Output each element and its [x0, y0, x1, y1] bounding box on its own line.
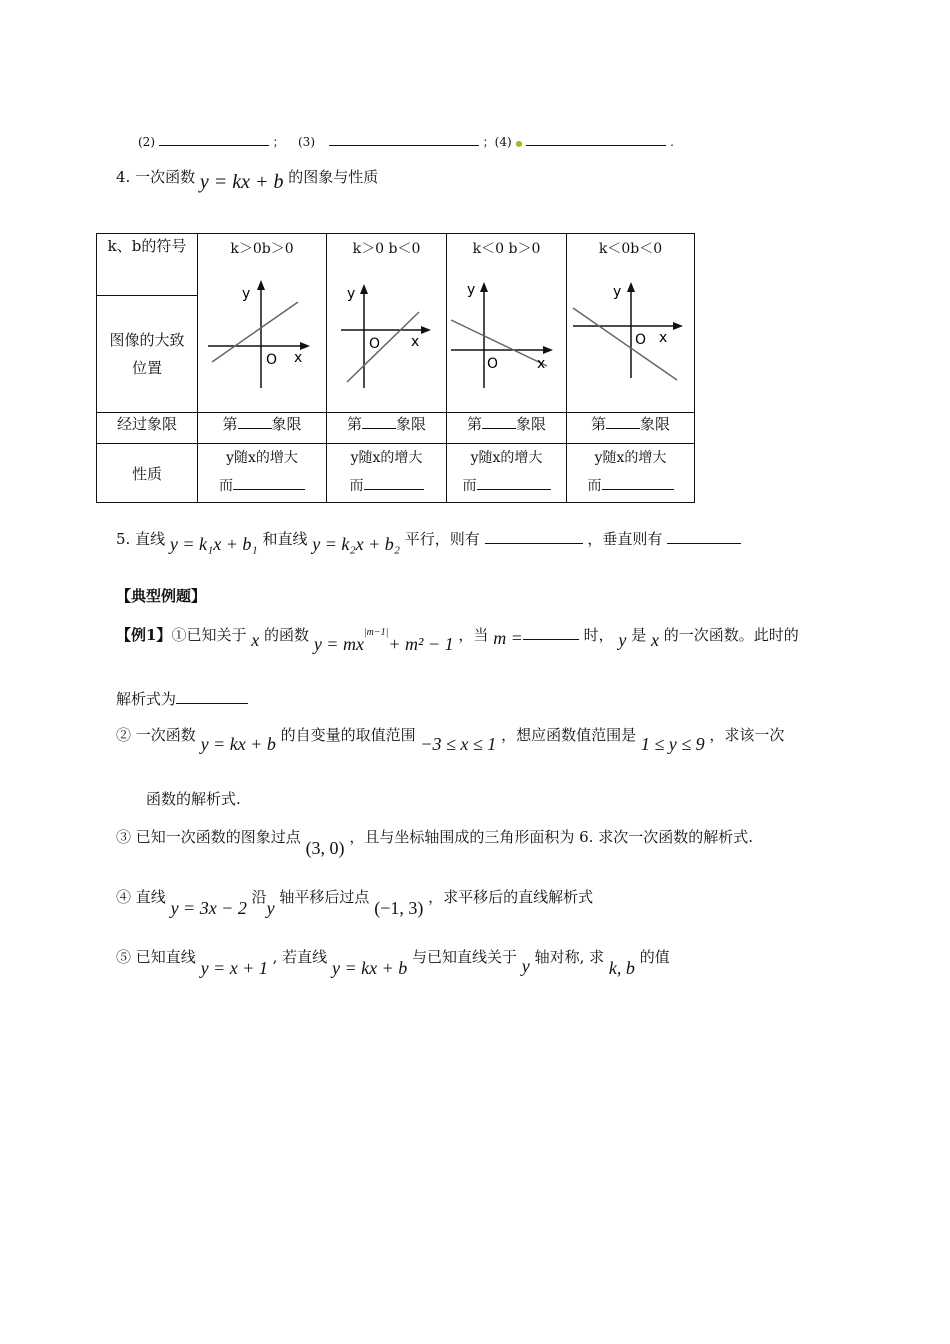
quadrant-blank-4[interactable] — [606, 414, 640, 429]
ex5-text-a: ⑤ 已知直线 — [116, 948, 196, 966]
parallel-blank[interactable] — [485, 529, 583, 544]
axis-x-1: x — [294, 350, 303, 366]
property-cell-1: y随x的增大 而 — [198, 444, 327, 503]
ex1-text-g: 解析式为 — [116, 690, 177, 708]
section5 — [116, 528, 741, 554]
expression-blank[interactable] — [176, 689, 248, 704]
ex5-formula-1: y = x + 1 — [200, 958, 268, 978]
ex1-var-y: y — [618, 630, 627, 650]
quadrant-cell-2: 第 象限 — [327, 413, 447, 444]
graph-4 — [567, 258, 694, 408]
section5-prefix: 5. 直线 — [116, 530, 166, 548]
ex1-tag: 【例1】 — [116, 626, 172, 644]
axis-y-4: y — [613, 284, 622, 300]
property-blank-1[interactable] — [233, 475, 305, 490]
section4-formula: y = kx + b — [199, 171, 284, 193]
section4-suffix: 的图象与性质 — [288, 168, 379, 186]
property-blank-3[interactable] — [477, 475, 551, 490]
ex1-text-b: 的函数 — [264, 626, 310, 644]
quadrant-cell-4: 第 象限 — [567, 413, 695, 444]
ex4-text-b: 沿 — [251, 888, 267, 906]
ex3-point: (3, 0) — [305, 838, 345, 858]
ex5-formula-2: y = kx + b — [331, 958, 408, 978]
m-blank[interactable] — [523, 625, 579, 640]
ex1-text-d: 时， — [583, 626, 614, 644]
ex1-m-eq: m = — [493, 628, 523, 648]
row-label-sign: k、b的符号 — [97, 234, 198, 296]
axis-o-4: O — [635, 332, 647, 348]
ex4-text-d: ，求平移后的直线解析式 — [428, 888, 594, 906]
graph-cell-2 — [327, 234, 447, 413]
ex3-text-b: ，且与坐标轴围成的三角形面积为 6. 求次一次函数的解析式. — [349, 828, 753, 846]
property-blank-2[interactable] — [364, 475, 424, 490]
axis-x-2: x — [411, 334, 420, 350]
ex1-var-x: x — [251, 630, 260, 650]
quadrant-blank-1[interactable] — [238, 414, 272, 429]
ex3-text-a: ③ 已知一次函数的图象过点 — [116, 828, 301, 846]
dot-mark: ● — [515, 139, 523, 148]
axis-o-2: O — [369, 336, 381, 352]
sign-row — [97, 234, 695, 296]
example-2-line2: 函数的解析式. — [146, 790, 241, 808]
section5-mid: 和直线 — [262, 530, 308, 548]
quadrant-blank-3[interactable] — [482, 414, 516, 429]
item4-label: ；(4) — [482, 135, 512, 149]
graph-1 — [198, 258, 326, 408]
ex4-point: (−1, 3) — [374, 898, 424, 918]
ex4-text-c: 轴平移后过点 — [279, 888, 370, 906]
section5-perpendicular: ，垂直则有 — [587, 530, 663, 548]
blank-3[interactable] — [329, 131, 479, 146]
blank-4[interactable] — [526, 131, 666, 146]
ex5-text-c: 与已知直线关于 — [412, 948, 518, 966]
ex2-text-c: ，想应函数值范围是 — [501, 726, 637, 744]
graph-cell-1 — [198, 234, 327, 413]
property-cell-3: y随x的增大 而 — [447, 444, 567, 503]
example-2 — [116, 724, 785, 754]
axis-o-1: O — [266, 352, 278, 368]
axis-y-3: y — [467, 282, 476, 298]
item3-label: (3) — [298, 135, 315, 149]
line-item-3 — [298, 131, 674, 150]
example-1 — [116, 624, 799, 654]
ex5-text-b: , 若直线 — [272, 948, 328, 966]
ex5-var-y: y — [521, 956, 530, 976]
ex5-kb: k, b — [608, 958, 635, 978]
item2-label: (2) — [138, 135, 155, 149]
ex1-formula: $y = mx^{|m-1|}+ m^2 - 1$ — [313, 627, 454, 654]
axis-y-1: y — [242, 286, 251, 302]
property-row — [97, 444, 695, 503]
sign-4: k＜0b＜0 — [598, 241, 663, 257]
properties-table — [96, 233, 695, 503]
ex1-text-a: ①已知关于 — [171, 626, 247, 644]
ex1-text-f: 的一次函数。此时的 — [663, 626, 799, 644]
examples-heading: 【典型例题】 — [116, 587, 207, 605]
period: . — [670, 135, 674, 149]
graph-3 — [447, 258, 566, 408]
separator: ； — [272, 135, 285, 149]
ex5-text-e: 的值 — [639, 948, 670, 966]
sign-1: k＞0b＞0 — [230, 241, 294, 257]
property-blank-4[interactable] — [602, 475, 674, 490]
ex2-range-y: 1 ≤ y ≤ 9 — [640, 734, 705, 754]
ex4-formula: y = 3x − 2 — [170, 898, 247, 918]
row-label-graph: 图像的大致位置 — [97, 296, 198, 413]
axis-y-2: y — [347, 286, 356, 302]
ex1-var-x2: x — [651, 630, 659, 650]
section4-prefix: 4. 一次函数 — [116, 168, 196, 186]
example-4 — [116, 886, 594, 918]
sign-2: k＞0 b＜0 — [352, 241, 421, 257]
axis-x-4: x — [659, 330, 668, 346]
sign-3: k＜0 b＞0 — [472, 241, 541, 257]
ex2-formula: y = kx + b — [200, 734, 276, 754]
row-label-property: 性质 — [97, 444, 198, 503]
example-3 — [116, 826, 753, 858]
property-cell-4: y随x的增大 而 — [567, 444, 695, 503]
section5-formula-2: y = k₂x + b₂ — [312, 534, 401, 554]
row-label-quadrant: 经过象限 — [97, 413, 198, 444]
ex4-text-a: ④ 直线 — [116, 888, 166, 906]
line-item-2 — [138, 131, 285, 150]
ex2-range-x: −3 ≤ x ≤ 1 — [420, 734, 497, 754]
section4-title — [116, 165, 379, 193]
section5-parallel: 平行，则有 — [404, 530, 480, 548]
ex1-text-e: 是 — [631, 626, 647, 644]
ex2-text-b: 的自变量的取值范围 — [280, 726, 416, 744]
axis-o-3: O — [487, 356, 499, 372]
quadrant-cell-1: 第 象限 — [198, 413, 327, 444]
perpendicular-blank[interactable] — [667, 529, 741, 544]
quadrant-cell-3: 第 象限 — [447, 413, 567, 444]
ex1-text-c: ，当 — [458, 626, 489, 644]
quadrant-row — [97, 413, 695, 444]
graph-cell-4 — [567, 234, 695, 413]
section5-formula-1: y = k₁x + b₁ — [169, 534, 258, 554]
ex2-text-a: ② 一次函数 — [116, 726, 196, 744]
ex4-var-y: y — [266, 898, 275, 918]
property-cell-2: y随x的增大 而 — [327, 444, 447, 503]
graph-2 — [327, 258, 446, 408]
example-1-line2 — [116, 688, 248, 709]
quadrant-blank-2[interactable] — [362, 414, 396, 429]
axis-x-3: x — [537, 356, 546, 372]
ex5-text-d: 轴对称, 求 — [534, 948, 605, 966]
graph-cell-3 — [447, 234, 567, 413]
example-5 — [116, 946, 670, 978]
ex2-text-d: ，求该一次 — [709, 726, 785, 744]
blank-2[interactable] — [159, 131, 269, 146]
